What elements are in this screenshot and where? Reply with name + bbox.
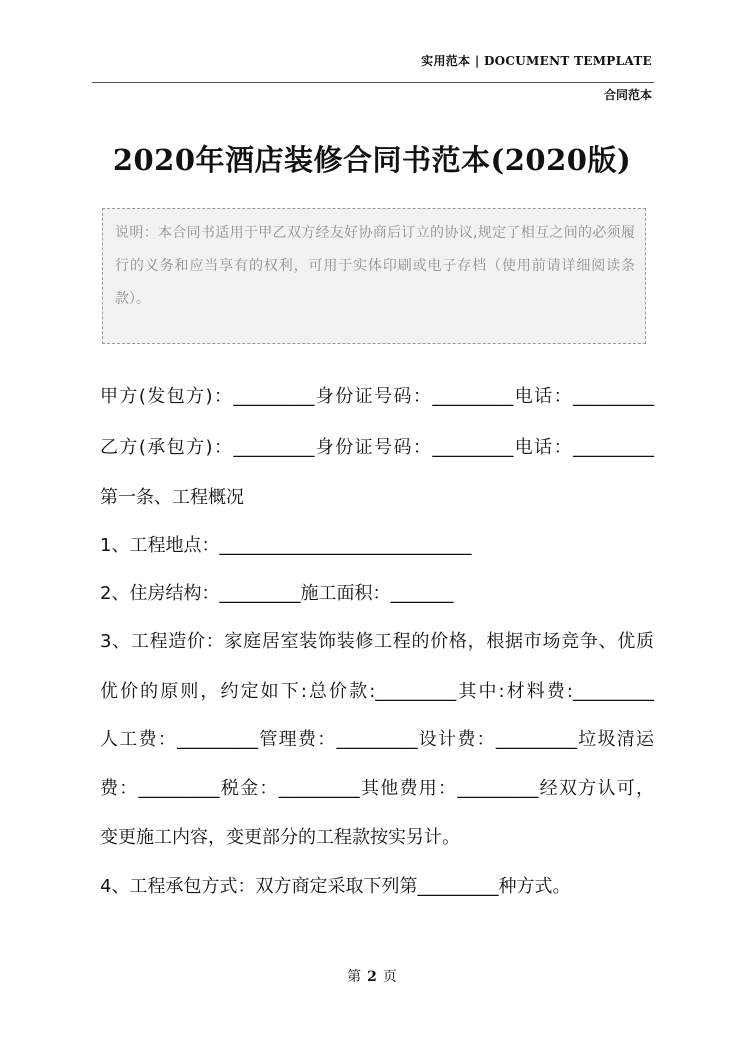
article-1-heading: 第一条、工程概况 — [100, 487, 244, 508]
party-b-line: 乙方(承包方)：_________身份证号码：_________电话：_________ — [100, 437, 654, 458]
document-title: 2020年酒店装修合同书范本(2020版) — [112, 143, 632, 177]
note-box — [102, 208, 646, 344]
header-divider — [92, 82, 654, 83]
item-3-line-1: 3、工程造价：家庭居室装饰装修工程的价格，根据市场竞争、优质 — [100, 631, 654, 652]
page-footer — [0, 966, 744, 986]
page-suffix: 页 — [382, 969, 397, 985]
item-4-line: 4、工程承包方式：双方商定采取下列第_________种方式。 — [100, 876, 571, 897]
item-3-line-3: 人工费：_________管理费：_________设计费：_________垃圾清运 — [100, 729, 654, 750]
item-2-line: 2、住房结构：_________施工面积：_______ — [100, 583, 454, 604]
note-text: 说明：本合同书适用于甲乙双方经友好协商后订立的协议,规定了相互之间的必须履行的义务和应当享有的权利，可用于实体印刷或电子存档（使用前请详细阅读条款）。 — [115, 225, 635, 307]
header-category: 合同范本 — [603, 88, 652, 102]
item-3-line-4: 费：_________税金：_________其他费用：_________经双方认可， — [100, 778, 654, 799]
party-a-line: 甲方(发包方)：_________身份证号码：_________电话：_________ — [100, 386, 654, 407]
page-prefix: 第 — [347, 969, 362, 985]
item-3-line-5: 变更施工内容，变更部分的工程款按实另计。 — [100, 827, 460, 848]
item-1-line: 1、工程地点：____________________________ — [100, 535, 472, 556]
item-3-line-2: 优价的原则，约定如下:总价款:_________其中:材料费:_________ — [100, 681, 654, 702]
header-brand: 实用范本 | DOCUMENT TEMPLATE — [421, 54, 652, 68]
page-number: 2 — [367, 969, 377, 985]
